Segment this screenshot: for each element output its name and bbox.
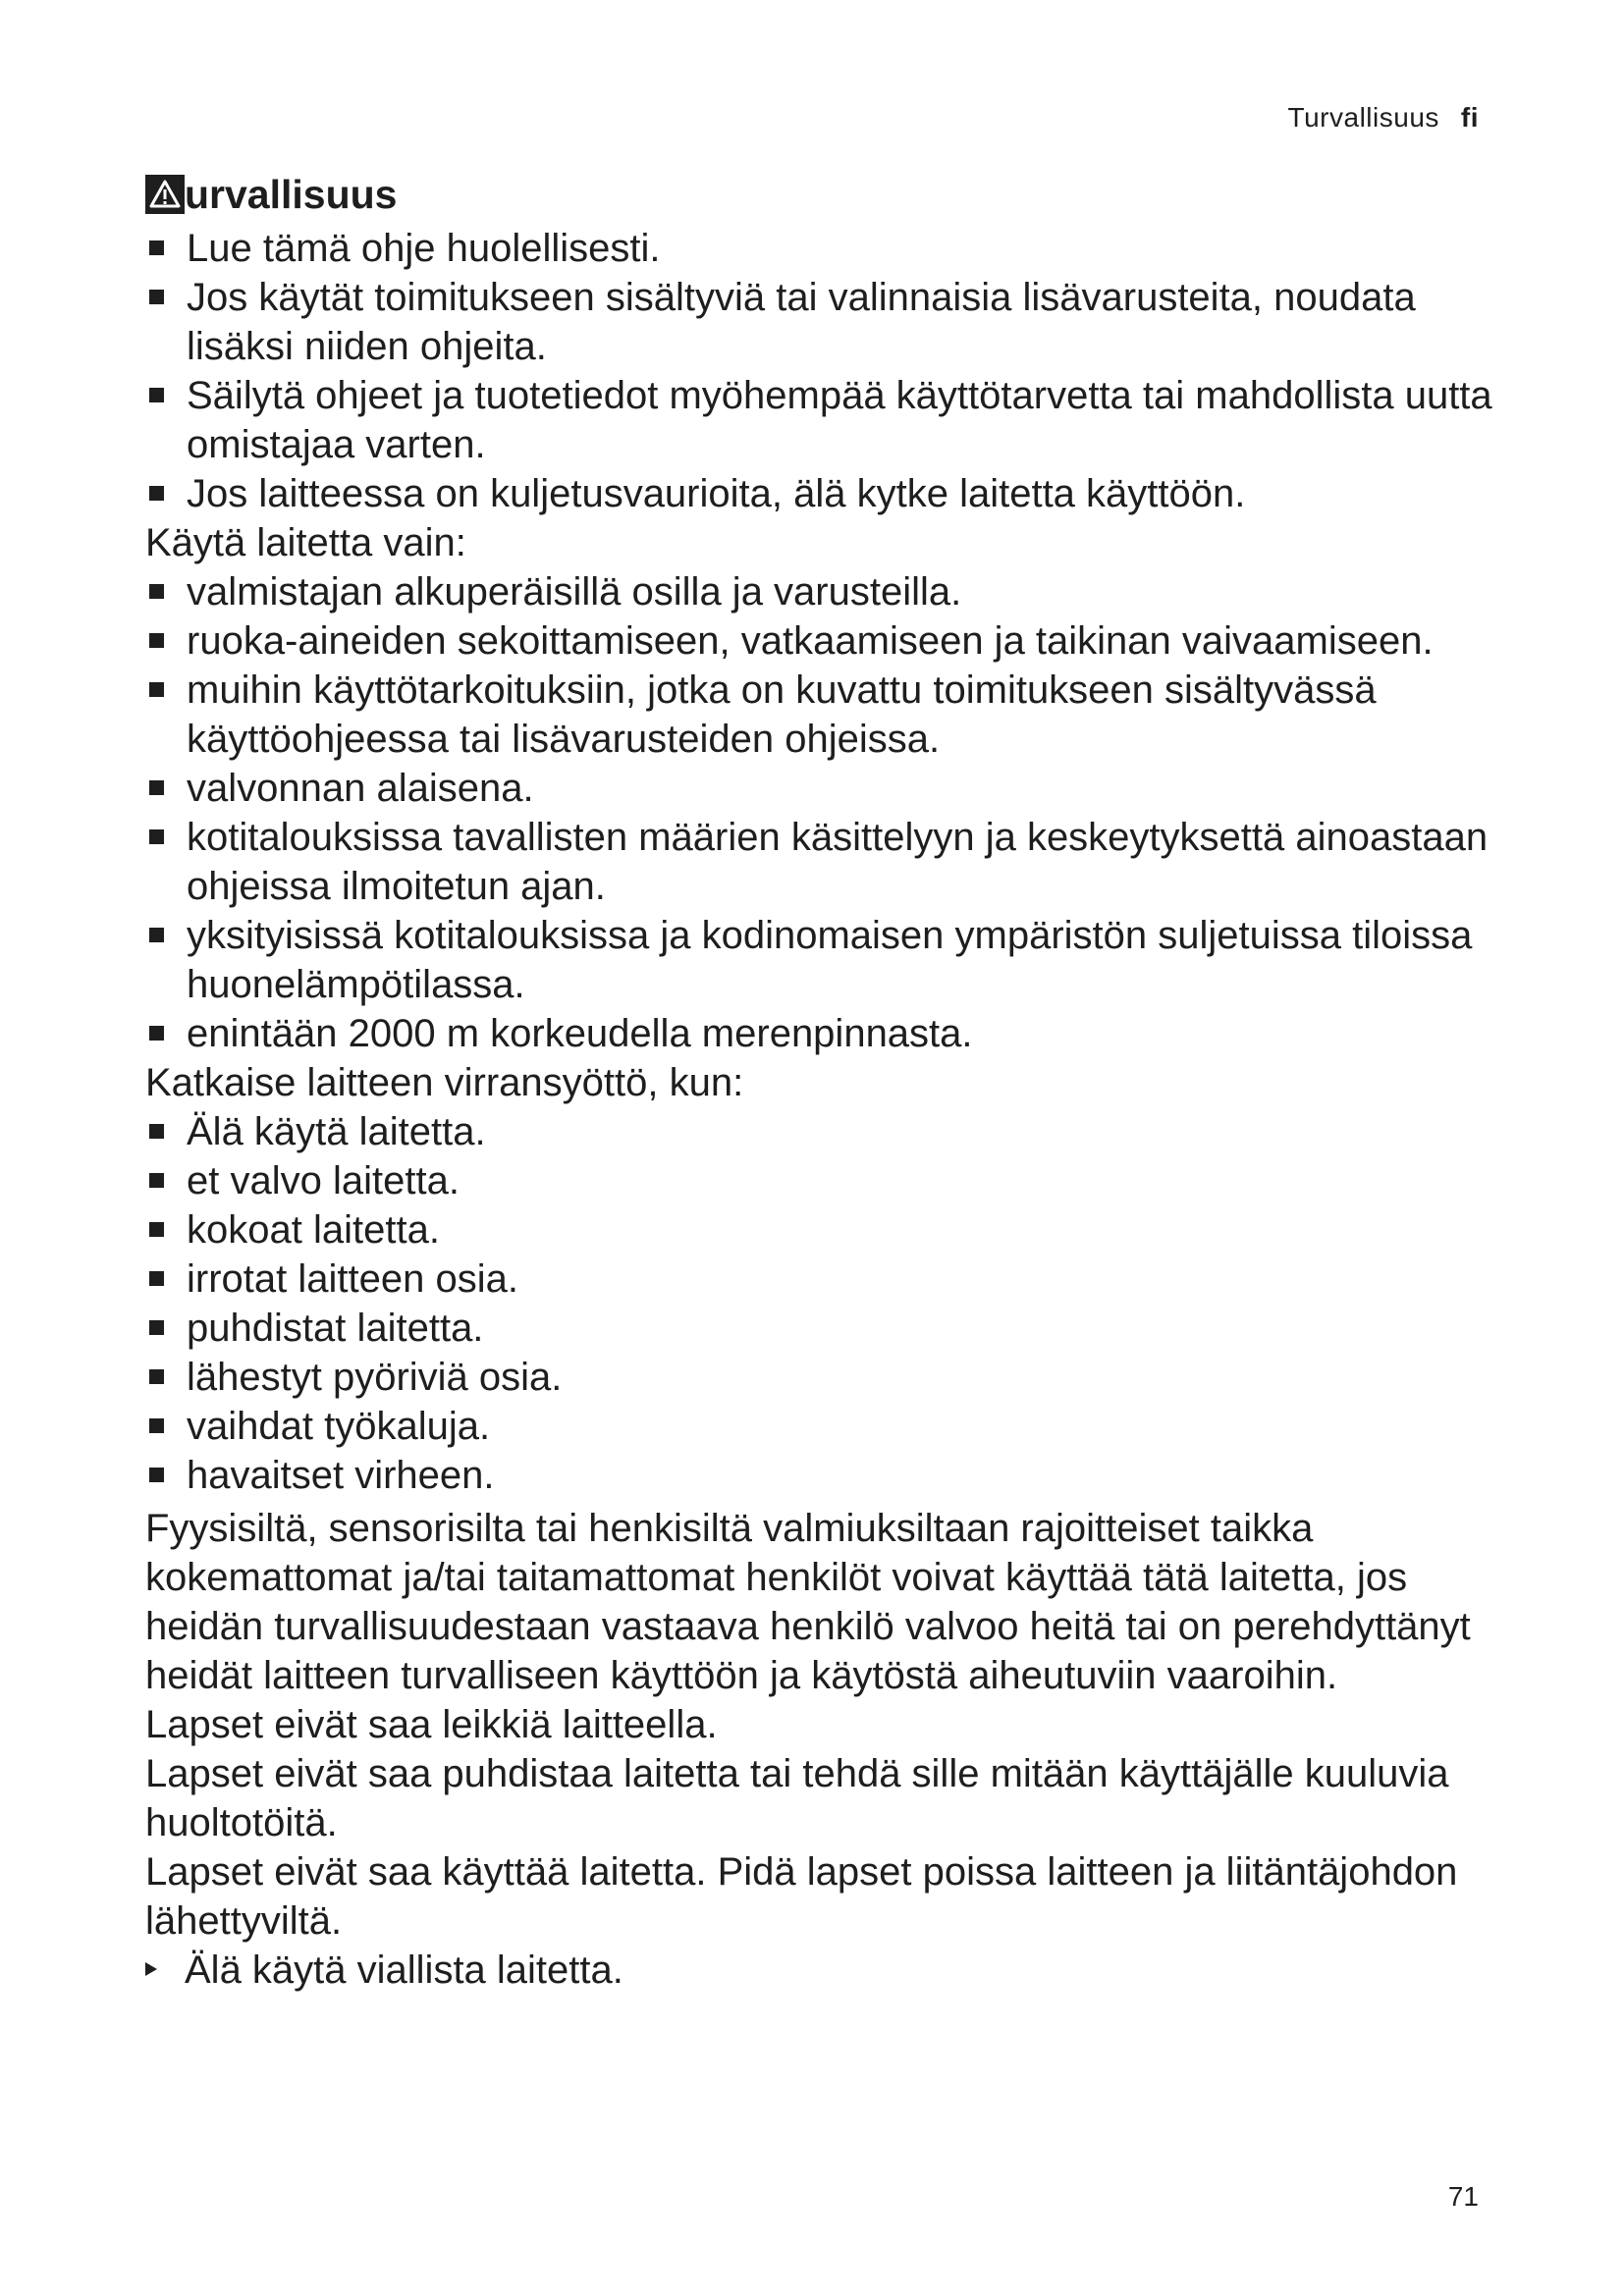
section-title [145,169,1500,220]
page-number: 71 [1447,2181,1479,2212]
bullet-icon [149,388,164,402]
bullet-icon [149,1222,164,1237]
paragraph-supervision: Fyysisiltä, sensorisilta tai henkisiltä valmiuksiltaan rajoitteiset taikka kokemattomat ja/tai taitamattomat henkilöt voivat käyttää tätä laitetta, jos heidän turvallisuudestaan vastaava henkilö valvoo heitä tai on perehdyttänyt heidät laitteen turvalliseen käyttöön ja käytöstä aiheutuviin vaaroihin. [145,1507,1471,1697]
list-item: Jos käytät toimitukseen sisältyviä tai valinnaisia lisävarusteita, noudata lisäksi niiden ohjeita. [145,273,1500,371]
list-item: irrotat laitteen osia. [145,1255,1500,1304]
bullet-icon [149,240,164,255]
bullet-icon [149,928,164,942]
list-item: enintään 2000 m korkeudella merenpinnasta. [145,1009,1500,1058]
running-header-section: Turvallisuus [1287,102,1439,133]
intro-list [145,224,1500,518]
page-content [145,169,1500,1995]
bullet-icon [149,633,164,648]
section-title-text: urvallisuus [185,172,398,217]
list-item: kokoat laitetta. [145,1205,1500,1255]
list-item: kotitalouksissa tavallisten määrien käsittelyyn ja keskeytyksettä ainoastaan ohjeissa ilmoitetun ajan. [145,813,1500,911]
action-arrow-icon [145,1962,157,1976]
bullet-icon [149,1124,164,1139]
list-item: valmistajan alkuperäisillä osilla ja varusteilla. [145,567,1500,616]
warning-icon [145,175,185,214]
bullet-icon [149,1468,164,1482]
running-header [1288,102,1479,133]
bullet-icon [149,486,164,501]
paragraph-children-clean: Lapset eivät saa puhdistaa laitetta tai tehdä sille mitään käyttäjälle kuuluvia huoltotöitä. [145,1752,1449,1844]
list-item: puhdistat laitetta. [145,1304,1500,1353]
use-list [145,567,1500,1058]
list-item: ruoka-aineiden sekoittamiseen, vatkaamiseen ja taikinan vaivaamiseen. [145,616,1500,666]
disconnect-heading: Katkaise laitteen virransyöttö, kun: [145,1061,744,1104]
bullet-icon [149,290,164,304]
list-item: havaitset virheen. [145,1451,1500,1500]
bullet-icon [149,1173,164,1188]
list-item: lähestyt pyöriviä osia. [145,1353,1500,1402]
bullet-icon [149,682,164,697]
list-item: valvonnan alaisena. [145,764,1500,813]
list-item: Älä käytä laitetta. [145,1107,1500,1156]
bullet-icon [149,584,164,599]
bullet-icon [149,1369,164,1384]
bullet-icon [149,829,164,844]
list-item: yksityisissä kotitalouksissa ja kodinomaisen ympäristön suljetuissa tiloissa huonelämpötilassa. [145,911,1500,1009]
disconnect-list [145,1107,1500,1500]
bullet-icon [149,780,164,795]
paragraph-children-use: Lapset eivät saa käyttää laitetta. Pidä lapset poissa laitteen ja liitäntäjohdon lähettyviltä. [145,1850,1458,1943]
bullet-icon [149,1418,164,1433]
bullet-icon [149,1320,164,1335]
list-item: vaihdat työkaluja. [145,1402,1500,1451]
list-item: Lue tämä ohje huolellisesti. [145,224,1500,273]
running-header-language: fi [1460,102,1479,133]
list-item: et valvo laitetta. [145,1156,1500,1205]
bullet-icon [149,1026,164,1041]
paragraph-children-play: Lapset eivät saa leikkiä laitteella. [145,1703,718,1746]
action-step: Älä käytä viallista laitetta. [145,1946,1500,1995]
bullet-icon [149,1271,164,1286]
list-item: Jos laitteessa on kuljetusvaurioita, älä kytke laitetta käyttöön. [145,469,1500,518]
list-item: muihin käyttötarkoituksiin, jotka on kuvattu toimitukseen sisältyvässä käyttöohjeessa tai lisävarusteiden ohjeissa. [145,666,1500,764]
list-item: Säilytä ohjeet ja tuotetiedot myöhempää käyttötarvetta tai mahdollista uutta omistajaa varten. [145,371,1500,469]
use-heading: Käytä laitetta vain: [145,521,466,564]
